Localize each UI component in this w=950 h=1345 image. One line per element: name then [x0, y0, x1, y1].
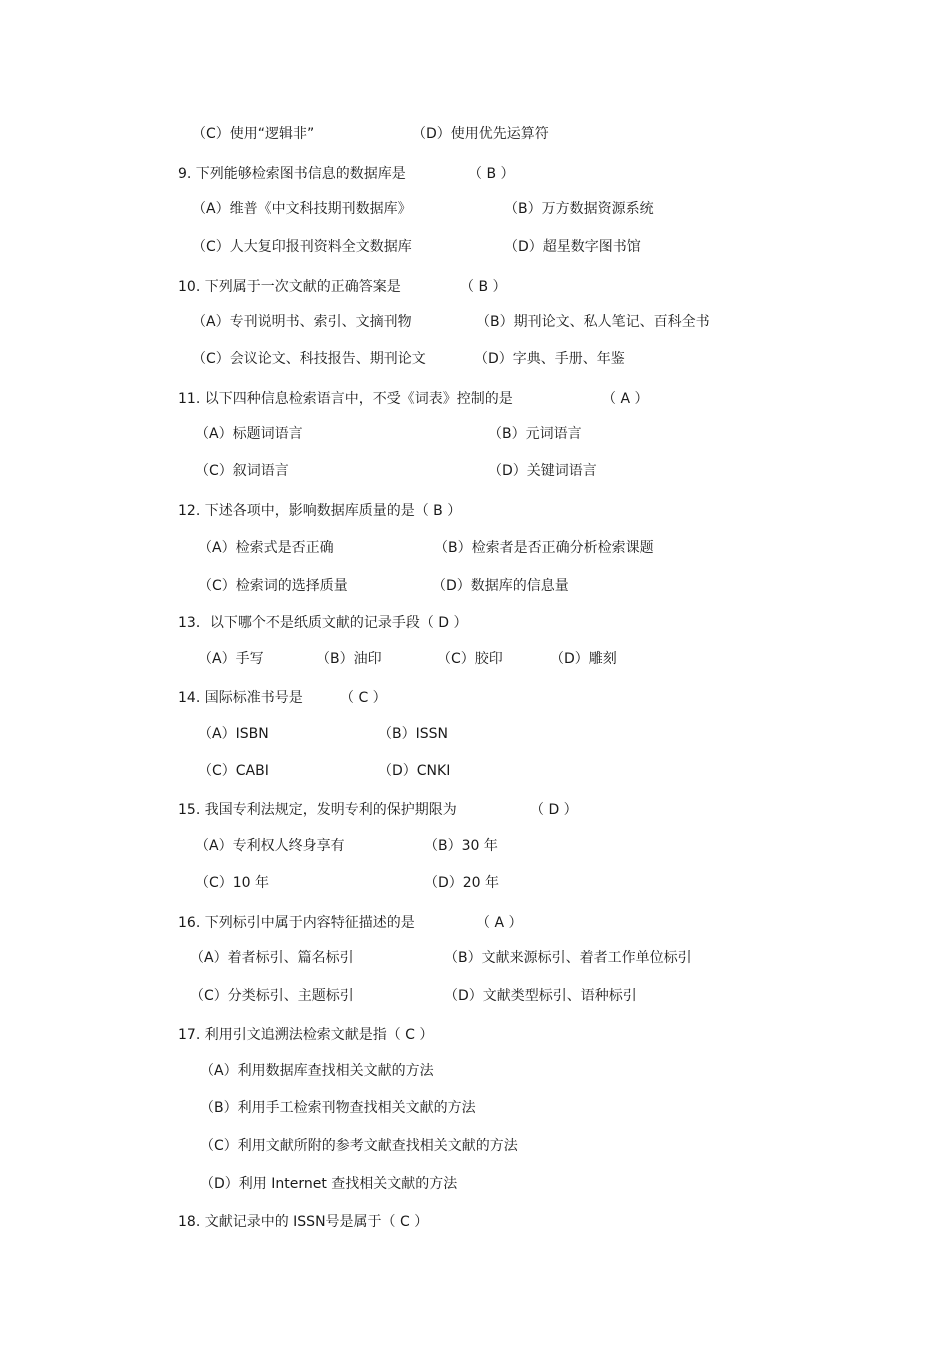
answer-bracket: （ D ） — [530, 802, 578, 818]
option-text: （B）万方数据资源系统 — [504, 201, 654, 217]
option-text: （A）利用数据库查找相关文献的方法 — [200, 1063, 434, 1079]
option-text: （C）利用文献所附的参考文献查找相关文献的方法 — [200, 1138, 518, 1154]
option-text: （C）10 年 — [195, 875, 270, 891]
option-text: （C）检索词的选择质量 — [198, 578, 348, 594]
option-text: （D）超星数字图书馆 — [504, 239, 641, 255]
option-text: （D）使用优先运算符 — [412, 126, 549, 142]
option-text: （D）关键词语言 — [488, 463, 597, 479]
option-text: （B）元词语言 — [488, 426, 582, 442]
option-text: （C）使用“逻辑非” — [192, 126, 315, 142]
option-text: （A）着者标引、篇名标引 — [190, 950, 354, 966]
answer-bracket: （ B ） — [460, 279, 507, 295]
option-text: （A）手写 — [198, 651, 264, 667]
option-text: （B）期刊论文、私人笔记、百科全书 — [476, 314, 710, 330]
question-text: 17. 利用引文追溯法检索文献是指（ C ） — [178, 1027, 434, 1043]
question-text: 13．以下哪个不是纸质文献的记录手段（ D ） — [178, 615, 468, 631]
question-text: 9. 下列能够检索图书信息的数据库是 — [178, 166, 406, 182]
option-text: （A）检索式是否正确 — [198, 540, 334, 556]
answer-bracket: （ C ） — [340, 690, 387, 706]
option-text: （A）ISBN — [198, 726, 269, 742]
question-text: 16. 下列标引中属于内容特征描述的是 — [178, 915, 415, 931]
option-text: （C）会议论文、科技报告、期刊论文 — [192, 351, 426, 367]
option-text: （A）专刊说明书、索引、文摘刊物 — [192, 314, 412, 330]
answer-bracket: （ B ） — [468, 166, 515, 182]
option-text: （D）20 年 — [424, 875, 500, 891]
option-text: （D）利用 Internet 查找相关文献的方法 — [200, 1176, 458, 1192]
answer-bracket: （ A ） — [602, 391, 649, 407]
option-text: （D）文献类型标引、语种标引 — [444, 988, 637, 1004]
option-text: （B）利用手工检索刊物查找相关文献的方法 — [200, 1100, 476, 1116]
option-text: （D）雕刻 — [550, 651, 617, 667]
option-text: （D）字典、手册、年鉴 — [474, 351, 625, 367]
answer-bracket: （ A ） — [476, 915, 523, 931]
option-text: （C）人大复印报刊资料全文数据库 — [192, 239, 412, 255]
option-text: （B）ISSN — [378, 726, 448, 742]
question-text: 18. 文献记录中的 ISSN号是属于（ C ） — [178, 1214, 429, 1230]
question-text: 12. 下述各项中，影响数据库质量的是（ B ） — [178, 503, 462, 519]
question-text: 14. 国际标准书号是 — [178, 690, 303, 706]
option-text: （A）标题词语言 — [195, 426, 303, 442]
option-text: （B）30 年 — [424, 838, 498, 854]
option-text: （A）维普《中文科技期刊数据库》 — [192, 201, 412, 217]
option-text: （C）胶印 — [437, 651, 503, 667]
option-text: （B）检索者是否正确分析检索课题 — [434, 540, 654, 556]
option-text: （C）分类标引、主题标引 — [190, 988, 354, 1004]
question-text: 11. 以下四种信息检索语言中，不受《词表》控制的是 — [178, 391, 513, 407]
option-text: （C）叙词语言 — [195, 463, 289, 479]
option-text: （B）油印 — [316, 651, 382, 667]
option-text: （D）数据库的信息量 — [432, 578, 569, 594]
question-text: 15. 我国专利法规定，发明专利的保护期限为 — [178, 802, 457, 818]
option-text: （C）CABI — [198, 763, 269, 779]
option-text: （A）专利权人终身享有 — [195, 838, 345, 854]
option-text: （D）CNKI — [378, 763, 451, 779]
option-text: （B）文献来源标引、着者工作单位标引 — [444, 950, 692, 966]
question-text: 10. 下列属于一次文献的正确答案是 — [178, 279, 401, 295]
